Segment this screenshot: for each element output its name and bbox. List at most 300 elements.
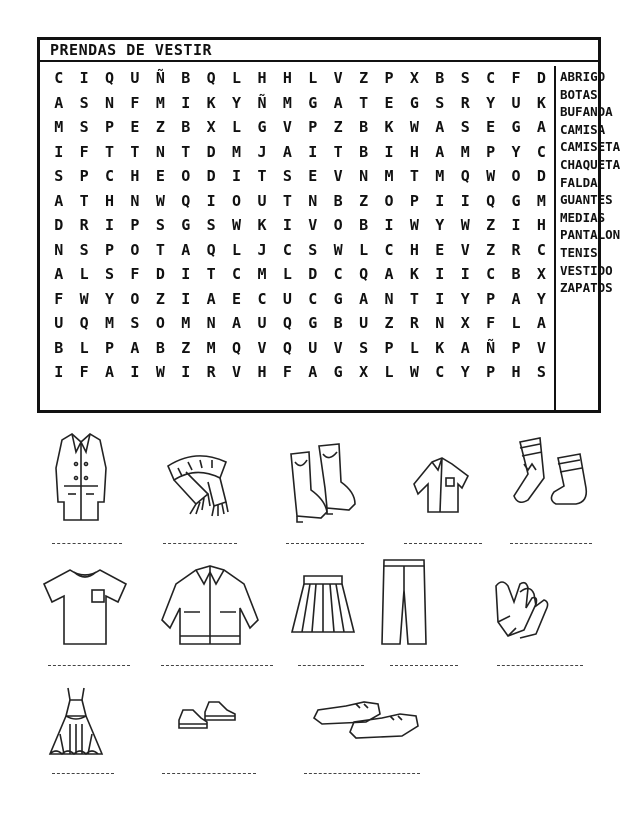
grid-letter[interactable]: I <box>181 265 191 283</box>
grid-letter[interactable]: A <box>308 363 318 381</box>
answer-blank[interactable] <box>163 543 237 544</box>
grid-letter[interactable]: V <box>536 338 546 357</box>
grid-row <box>46 360 554 385</box>
grid-letter[interactable]: U <box>130 69 140 87</box>
grid-letter[interactable]: Z <box>359 191 369 210</box>
grid-letter[interactable]: P <box>130 216 140 234</box>
grid-letter[interactable]: X <box>359 363 369 381</box>
answer-blank[interactable] <box>304 773 420 774</box>
word-list-item: CHAQUETA <box>560 156 621 172</box>
grid-letter[interactable]: M <box>155 93 165 112</box>
grid-letter[interactable]: A <box>282 142 292 161</box>
answer-blank[interactable] <box>298 665 364 666</box>
grid-letter[interactable]: S <box>460 69 470 87</box>
grid-letter[interactable]: B <box>359 216 369 234</box>
grid-letter[interactable]: L <box>511 314 521 332</box>
grid-letter[interactable]: R <box>206 363 216 381</box>
grid-letter[interactable]: Z <box>486 240 496 259</box>
grid-letter[interactable]: U <box>282 289 292 308</box>
grid-letter[interactable]: O <box>384 191 394 210</box>
grid-letter[interactable]: P <box>486 289 496 308</box>
grid-letter[interactable]: T <box>130 142 140 161</box>
grid-letter[interactable]: Y <box>511 142 521 161</box>
grid-letter[interactable]: S <box>79 118 89 136</box>
word-list-item: BUFANDA <box>560 104 613 120</box>
grid-letter[interactable]: X <box>460 314 470 332</box>
grid-letter[interactable]: B <box>54 338 64 357</box>
grid-letter[interactable]: S <box>359 338 369 357</box>
grid-letter[interactable]: G <box>409 93 419 112</box>
word-list-item: BOTAS <box>560 86 598 102</box>
grid-letter[interactable]: P <box>105 118 115 136</box>
grid-letter[interactable]: T <box>257 167 267 185</box>
grid-letter[interactable]: I <box>435 191 445 210</box>
grid-letter[interactable]: Q <box>206 240 216 259</box>
grid-letter[interactable]: M <box>257 265 267 283</box>
grid-letter[interactable]: B <box>333 314 343 332</box>
grid-letter[interactable]: M <box>435 167 445 185</box>
grid-letter[interactable]: I <box>511 216 521 234</box>
dress-icon <box>46 684 106 760</box>
grid-letter[interactable]: Z <box>155 118 165 136</box>
grid-letter[interactable]: U <box>359 314 369 332</box>
grid-letter[interactable]: W <box>409 118 419 136</box>
grid-letter[interactable]: A <box>384 265 394 283</box>
grid-letter[interactable]: H <box>536 216 546 234</box>
grid-letter[interactable]: G <box>511 191 521 210</box>
grid-letter[interactable]: C <box>54 69 64 87</box>
grid-letter[interactable]: K <box>257 216 267 234</box>
word-list-item: GUANTES <box>560 192 613 208</box>
grid-letter[interactable]: F <box>79 363 89 381</box>
grid-letter[interactable]: L <box>282 265 292 283</box>
grid-letter[interactable]: S <box>79 93 89 112</box>
grid-letter[interactable]: H <box>257 363 267 381</box>
grid-row <box>46 140 554 165</box>
grid-letter[interactable]: P <box>486 363 496 381</box>
grid-letter[interactable]: B <box>181 118 191 136</box>
grid-letter[interactable]: M <box>460 142 470 161</box>
grid-letter[interactable]: T <box>181 142 191 161</box>
grid-letter[interactable]: D <box>536 69 546 87</box>
grid-letter[interactable]: L <box>384 363 394 381</box>
grid-letter[interactable]: W <box>155 191 165 210</box>
grid-letter[interactable]: P <box>384 338 394 357</box>
word-search-puzzle <box>37 37 621 413</box>
grid-letter[interactable]: W <box>155 363 165 381</box>
gloves-icon <box>486 572 558 642</box>
grid-letter[interactable]: S <box>105 265 115 283</box>
answer-blank[interactable] <box>497 665 583 666</box>
grid-letter[interactable]: N <box>130 191 140 210</box>
grid-row <box>46 164 554 189</box>
grid-letter[interactable]: Q <box>79 314 89 332</box>
answer-blank[interactable] <box>161 665 273 666</box>
grid-letter[interactable]: G <box>308 314 318 332</box>
grid-letter[interactable]: T <box>409 289 419 308</box>
grid-letter[interactable]: W <box>333 240 343 259</box>
grid-letter[interactable]: F <box>130 93 140 112</box>
grid-letter[interactable]: C <box>257 289 267 308</box>
grid-letter[interactable]: Q <box>359 265 369 283</box>
grid-letter[interactable]: N <box>359 167 369 185</box>
grid-letter[interactable]: R <box>79 216 89 234</box>
grid-letter[interactable]: A <box>460 338 470 357</box>
grid-letter[interactable]: Z <box>384 314 394 332</box>
grid-letter[interactable]: U <box>257 191 267 210</box>
grid-letter[interactable]: N <box>105 93 115 112</box>
grid-letter[interactable]: I <box>181 289 191 308</box>
grid-letter[interactable]: I <box>435 265 445 283</box>
grid-letter[interactable]: R <box>409 314 419 332</box>
answer-blank[interactable] <box>162 773 256 774</box>
grid-letter[interactable]: I <box>105 216 115 234</box>
grid-letter[interactable]: A <box>206 289 216 308</box>
grid-letter[interactable]: M <box>181 314 191 332</box>
grid-letter[interactable]: I <box>384 142 394 161</box>
grid-letter[interactable]: A <box>181 240 191 259</box>
grid-letter[interactable]: M <box>384 167 394 185</box>
grid-letter[interactable]: O <box>155 314 165 332</box>
grid-letter[interactable]: L <box>308 69 318 87</box>
answer-blank[interactable] <box>404 543 482 544</box>
grid-letter[interactable]: E <box>130 118 140 136</box>
grid-letter[interactable]: D <box>308 265 318 283</box>
grid-letter[interactable]: Ñ <box>486 338 496 357</box>
grid-letter[interactable]: A <box>130 338 140 357</box>
grid-letter[interactable]: H <box>282 69 292 87</box>
grid-letter[interactable]: C <box>232 265 242 283</box>
grid-letter[interactable]: R <box>511 240 521 259</box>
grid-letter[interactable]: I <box>460 191 470 210</box>
grid-letter[interactable]: X <box>409 69 419 87</box>
grid-letter[interactable]: V <box>257 338 267 357</box>
answer-blank[interactable] <box>510 543 592 544</box>
grid-letter[interactable]: C <box>308 289 318 308</box>
grid-letter[interactable]: Q <box>181 191 191 210</box>
grid-letter[interactable]: B <box>359 142 369 161</box>
grid-letter[interactable]: Q <box>282 338 292 357</box>
grid-letter[interactable]: G <box>257 118 267 136</box>
grid-letter[interactable]: S <box>460 118 470 136</box>
grid-letter[interactable]: W <box>409 216 419 234</box>
grid-letter[interactable]: N <box>435 314 445 332</box>
grid-letter[interactable]: L <box>79 338 89 357</box>
answer-blank[interactable] <box>286 543 364 544</box>
grid-letter[interactable]: I <box>181 363 191 381</box>
grid-letter[interactable]: Q <box>232 338 242 357</box>
grid-letter[interactable]: Z <box>155 289 165 308</box>
grid-letter[interactable]: V <box>460 240 470 259</box>
grid-row <box>46 262 554 287</box>
grid-letter[interactable]: M <box>206 338 216 357</box>
grid-letter[interactable]: H <box>257 69 267 87</box>
grid-letter[interactable]: A <box>54 265 64 283</box>
grid-letter[interactable]: B <box>359 118 369 136</box>
grid-letter[interactable]: G <box>181 216 191 234</box>
grid-letter[interactable]: K <box>384 118 394 136</box>
grid-letter[interactable]: M <box>282 93 292 112</box>
grid-letter[interactable]: T <box>206 265 216 283</box>
grid-letter[interactable]: K <box>536 93 546 112</box>
grid-letter[interactable]: W <box>232 216 242 234</box>
word-list <box>560 68 638 297</box>
grid-letter[interactable]: B <box>435 69 445 87</box>
grid-row <box>46 91 554 116</box>
grid-letter[interactable]: E <box>384 93 394 112</box>
grid-letter[interactable]: Z <box>333 118 343 136</box>
grid-letter[interactable]: M <box>105 314 115 332</box>
grid-letter[interactable]: D <box>206 142 216 161</box>
word-list-item: PANTALON <box>560 227 621 243</box>
grid-letter[interactable]: A <box>54 191 64 210</box>
grid-letter[interactable]: K <box>409 265 419 283</box>
word-list-item: CAMISA <box>560 121 606 137</box>
grid-letter[interactable]: Z <box>181 338 191 357</box>
grid-letter[interactable]: O <box>181 167 191 185</box>
grid-letter[interactable]: Q <box>486 191 496 210</box>
grid-letter[interactable]: C <box>105 167 115 185</box>
grid-letter[interactable]: L <box>232 118 242 136</box>
grid-letter[interactable]: W <box>460 216 470 234</box>
grid-letter[interactable]: A <box>105 363 115 381</box>
grid-letter[interactable]: F <box>486 314 496 332</box>
answer-blank[interactable] <box>52 543 122 544</box>
grid-letter[interactable]: T <box>155 240 165 259</box>
grid-letter[interactable]: V <box>333 69 343 87</box>
grid-letter[interactable]: S <box>54 167 64 185</box>
grid-letter[interactable]: C <box>333 265 343 283</box>
grid-letter[interactable]: C <box>486 69 496 87</box>
grid-letter[interactable]: W <box>79 289 89 308</box>
grid-letter[interactable]: Z <box>486 216 496 234</box>
grid-letter[interactable]: H <box>511 363 521 381</box>
grid-letter[interactable]: I <box>181 93 191 112</box>
shoes-icon <box>310 688 422 748</box>
grid-letter[interactable]: H <box>105 191 115 210</box>
grid-letter[interactable]: X <box>206 118 216 136</box>
grid-letter[interactable]: N <box>308 191 318 210</box>
grid-letter[interactable]: O <box>511 167 521 185</box>
grid-letter[interactable]: A <box>232 314 242 332</box>
grid-letter[interactable]: Y <box>435 216 445 234</box>
grid-letter[interactable]: L <box>79 265 89 283</box>
grid-letter[interactable]: G <box>308 93 318 112</box>
grid-row <box>46 189 554 214</box>
grid-letter[interactable]: T <box>333 142 343 161</box>
grid-letter[interactable]: I <box>54 363 64 381</box>
grid-letter[interactable]: K <box>206 93 216 112</box>
grid-letter[interactable]: Q <box>282 314 292 332</box>
grid-letter[interactable]: S <box>282 167 292 185</box>
grid-letter[interactable]: Q <box>206 69 216 87</box>
grid-letter[interactable]: S <box>206 216 216 234</box>
grid-letter[interactable]: D <box>155 265 165 283</box>
grid-letter[interactable]: C <box>536 142 546 161</box>
grid-letter[interactable]: C <box>536 240 546 259</box>
grid-letter[interactable]: I <box>460 265 470 283</box>
grid-letter[interactable]: S <box>308 240 318 259</box>
grid-letter[interactable]: E <box>155 167 165 185</box>
grid-letter[interactable]: J <box>257 142 267 161</box>
grid-letter[interactable]: E <box>435 240 445 259</box>
scarf-icon <box>160 448 234 520</box>
grid-letter[interactable]: Ñ <box>257 93 267 112</box>
word-list-item: FALDA <box>560 174 598 190</box>
grid-letter[interactable]: I <box>206 191 216 210</box>
grid-letter[interactable]: Y <box>105 289 115 308</box>
grid-letter[interactable]: P <box>409 191 419 210</box>
grid-letter[interactable]: N <box>206 314 216 332</box>
answer-blank[interactable] <box>390 665 458 666</box>
grid-letter[interactable]: L <box>232 240 242 259</box>
grid-letter[interactable]: C <box>282 240 292 259</box>
grid-letter[interactable]: P <box>308 118 318 136</box>
sneakers-icon <box>175 698 239 734</box>
grid-letter[interactable]: P <box>105 240 115 259</box>
grid-letter[interactable]: O <box>130 289 140 308</box>
grid-letter[interactable]: W <box>409 363 419 381</box>
grid-letter[interactable]: G <box>333 289 343 308</box>
letter-grid <box>46 66 556 410</box>
grid-letter[interactable]: D <box>206 167 216 185</box>
grid-letter[interactable]: I <box>232 167 242 185</box>
grid-letter[interactable]: G <box>333 363 343 381</box>
grid-letter[interactable]: M <box>54 118 64 136</box>
grid-letter[interactable]: U <box>511 93 521 112</box>
grid-letter[interactable]: Y <box>460 289 470 308</box>
grid-letter[interactable]: G <box>511 118 521 136</box>
grid-row <box>46 66 554 91</box>
grid-letter[interactable]: U <box>54 314 64 332</box>
grid-letter[interactable]: S <box>155 216 165 234</box>
grid-letter[interactable]: T <box>79 191 89 210</box>
answer-blank[interactable] <box>52 773 114 774</box>
grid-letter[interactable]: I <box>54 142 64 161</box>
grid-letter[interactable]: F <box>54 289 64 308</box>
grid-letter[interactable]: T <box>359 93 369 112</box>
grid-letter[interactable]: B <box>511 265 521 283</box>
grid-letter[interactable]: T <box>409 167 419 185</box>
grid-letter[interactable]: E <box>486 118 496 136</box>
grid-letter[interactable]: O <box>232 191 242 210</box>
grid-letter[interactable]: I <box>384 216 394 234</box>
grid-letter[interactable]: O <box>333 216 343 234</box>
grid-letter[interactable]: P <box>486 142 496 161</box>
grid-letter[interactable]: C <box>435 363 445 381</box>
grid-letter[interactable]: A <box>333 93 343 112</box>
grid-letter[interactable]: I <box>130 363 140 381</box>
grid-letter[interactable]: H <box>409 142 419 161</box>
grid-letter[interactable]: A <box>536 118 546 136</box>
pants-icon <box>378 556 430 648</box>
grid-letter[interactable]: V <box>232 363 242 381</box>
grid-letter[interactable]: E <box>308 167 318 185</box>
grid-letter[interactable]: I <box>282 216 292 234</box>
grid-letter[interactable]: N <box>54 240 64 259</box>
grid-letter[interactable]: D <box>536 167 546 185</box>
grid-letter[interactable]: I <box>79 69 89 87</box>
grid-letter[interactable]: C <box>384 240 394 259</box>
grid-letter[interactable]: K <box>435 338 445 357</box>
grid-letter[interactable]: Y <box>486 93 496 112</box>
grid-letter[interactable]: P <box>511 338 521 357</box>
grid-letter[interactable]: S <box>79 240 89 259</box>
grid-letter[interactable]: U <box>257 314 267 332</box>
grid-letter[interactable]: B <box>333 191 343 210</box>
grid-letter[interactable]: M <box>232 142 242 161</box>
word-list-item: CAMISETA <box>560 139 621 155</box>
grid-letter[interactable]: L <box>232 69 242 87</box>
grid-letter[interactable]: V <box>308 216 318 234</box>
grid-letter[interactable]: V <box>282 118 292 136</box>
grid-letter[interactable]: M <box>536 191 546 210</box>
grid-letter[interactable]: L <box>409 338 419 357</box>
grid-letter[interactable]: F <box>282 363 292 381</box>
grid-letter[interactable]: U <box>308 338 318 357</box>
grid-letter[interactable]: Ñ <box>155 69 165 87</box>
grid-letter[interactable]: H <box>409 240 419 259</box>
grid-letter[interactable]: C <box>486 265 496 283</box>
grid-letter[interactable]: V <box>333 167 343 185</box>
grid-letter[interactable]: A <box>511 289 521 308</box>
grid-letter[interactable]: F <box>130 265 140 283</box>
grid-letter[interactable]: H <box>130 167 140 185</box>
grid-letter[interactable]: A <box>435 142 445 161</box>
socks-icon <box>508 434 594 514</box>
grid-letter[interactable]: L <box>359 240 369 259</box>
grid-letter[interactable]: D <box>54 216 64 234</box>
grid-letter[interactable]: A <box>54 93 64 112</box>
grid-letter[interactable]: Y <box>232 93 242 112</box>
grid-letter[interactable]: P <box>79 167 89 185</box>
grid-letter[interactable]: S <box>435 93 445 112</box>
grid-letter[interactable]: W <box>486 167 496 185</box>
grid-letter[interactable]: I <box>435 289 445 308</box>
grid-letter[interactable]: A <box>435 118 445 136</box>
grid-row <box>46 311 554 336</box>
grid-letter[interactable]: Y <box>536 289 546 308</box>
answer-blank[interactable] <box>48 665 130 666</box>
grid-letter[interactable]: P <box>384 69 394 87</box>
grid-letter[interactable]: B <box>181 69 191 87</box>
grid-letter[interactable]: A <box>359 289 369 308</box>
grid-letter[interactable]: Z <box>359 69 369 87</box>
grid-letter[interactable]: V <box>333 338 343 357</box>
grid-letter[interactable]: F <box>511 69 521 87</box>
grid-letter[interactable]: Q <box>105 69 115 87</box>
grid-letter[interactable]: R <box>460 93 470 112</box>
grid-letter[interactable]: F <box>79 142 89 161</box>
grid-letter[interactable]: T <box>105 142 115 161</box>
grid-letter[interactable]: S <box>130 314 140 332</box>
grid-letter[interactable]: O <box>130 240 140 259</box>
grid-letter[interactable]: B <box>155 338 165 357</box>
grid-letter[interactable]: E <box>232 289 242 308</box>
grid-letter[interactable]: A <box>536 314 546 332</box>
grid-letter[interactable]: N <box>155 142 165 161</box>
grid-letter[interactable]: J <box>257 240 267 259</box>
grid-letter[interactable]: S <box>536 363 546 381</box>
grid-letter[interactable]: T <box>282 191 292 210</box>
grid-row <box>46 115 554 140</box>
grid-letter[interactable]: N <box>384 289 394 308</box>
grid-letter[interactable]: P <box>105 338 115 357</box>
grid-letter[interactable]: Y <box>460 363 470 381</box>
grid-letter[interactable]: Q <box>460 167 470 185</box>
grid-letter[interactable]: I <box>308 142 318 161</box>
grid-letter[interactable]: X <box>536 265 546 283</box>
